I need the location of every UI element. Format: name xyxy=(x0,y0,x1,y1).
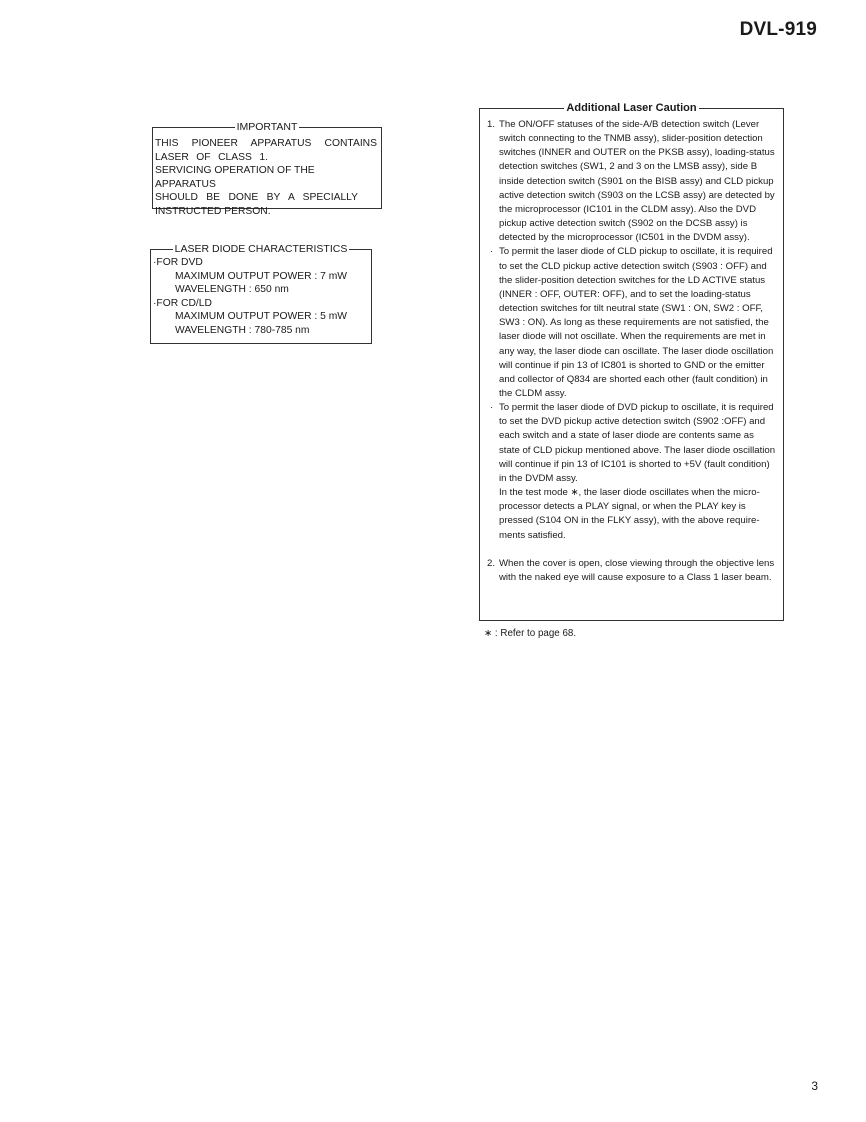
cd-ld-max-power: MAXIMUM OUTPUT POWER : 5 mW xyxy=(175,311,347,322)
additional-laser-caution-box xyxy=(479,102,784,621)
dvd-label: ·FOR DVD xyxy=(153,257,203,268)
caution-bullet-dvd xyxy=(490,401,777,486)
bullet-marker: · xyxy=(490,402,494,414)
dvd-wavelength: WAVELENGTH : 650 nm xyxy=(175,284,289,295)
dvd-max-power: MAXIMUM OUTPUT POWER : 7 mW xyxy=(175,270,347,282)
important-box xyxy=(152,121,382,217)
caution-item-1-text: The ON/OFF statuses of the side-A/B detection switch (Lever switch connecting to the TNMB assy), slider-position detection switches (INNER and OUTER on the PKSB assy), loading-status detection switches (SW1, 2 and 3 on the LMSB assy), side B inside detection switch (S901 on the BISB assy) and CLD pickup active detection switch (S903 on the LCSB assy) are detected by the microprocessor (IC101 in the CLDM assy). Also the DVD pickup active detection switch (S902 on the DCSB assy) is detected by the microprocessor (IC501 in the DVDM assy). xyxy=(499,119,775,244)
caution-bullet-dvd-text: To permit the laser diode of DVD pickup to oscillate, it is required to set the DVD pickup active detection switch (S902 :OFF) and each switch and a state of laser diode are contents same as state of CLD pickup mentioned above. The laser diode oscillation will continue if pin 13 of IC101 is shorted to +5V (fault condition) in the DVDM assy. xyxy=(499,402,776,484)
model-number: DVL-919 xyxy=(739,19,817,40)
important-line: INSTRUCTED PERSON. xyxy=(155,205,271,217)
test-mode-text: In the test mode ∗, the laser diode oscillates when the micro-processor detects a PLAY signal, or when the PLAY key is pressed (S104 ON in the FLKY assy), with the above require-ments satisfied. xyxy=(499,487,760,541)
cd-ld-wavelength: WAVELENGTH : 780-785 nm xyxy=(175,324,310,336)
caution-item-2-text: When the cover is open, close viewing through the objective lens with the naked eye will cause exposure to a Class 1 laser beam. xyxy=(499,557,775,583)
caution-item-2 xyxy=(487,557,777,585)
important-box-title: IMPORTANT xyxy=(236,121,298,133)
additional-box-title: Additional Laser Caution xyxy=(566,102,697,114)
important-line: LASER OF CLASS 1. xyxy=(155,151,268,163)
important-line: SHOULD BE DONE BY A SPECIALLY xyxy=(155,192,358,204)
bullet-marker: · xyxy=(490,246,494,258)
footnote: ∗ : Refer to page 68. xyxy=(484,628,577,639)
cd-ld-label: ·FOR CD/LD xyxy=(153,297,212,309)
laser-diode-characteristics-box xyxy=(150,243,372,344)
caution-item-1 xyxy=(487,118,777,245)
important-line: THIS PIONEER APPARATUS CONTAINS xyxy=(155,138,377,149)
caution-bullet-cld-text: To permit the laser diode of CLD pickup to oscillate, it is required to set the CLD pickup active detection switch (S903 : OFF) and the slider-position detection switches for the LD ACTIVE status (INNER : OFF, OUTER: OFF), and to set the loading-status detection switches for tilt neutral state (SW1 : ON, SW2 : OFF, SW3 : ON). As long as these requirements are not satisfied, the laser diode will not oscillate. When the requirements are met in any way, the laser diode can oscillate. The laser diode oscillation will continue if pin 13 of IC801 is shorted to GND or the emitter and collector of Q834 are shorted each other (fault condition) in the CLDM assy. xyxy=(499,246,774,399)
page-number: 3 xyxy=(811,1079,818,1093)
laser-diode-box-title: LASER DIODE CHARACTERISTICS xyxy=(174,243,348,255)
important-line: SERVICING OPERATION OF THE APPARATUS xyxy=(155,165,315,190)
item-marker: 2. xyxy=(487,557,496,569)
caution-bullet-cld xyxy=(490,245,777,401)
item-marker: 1. xyxy=(487,119,496,130)
